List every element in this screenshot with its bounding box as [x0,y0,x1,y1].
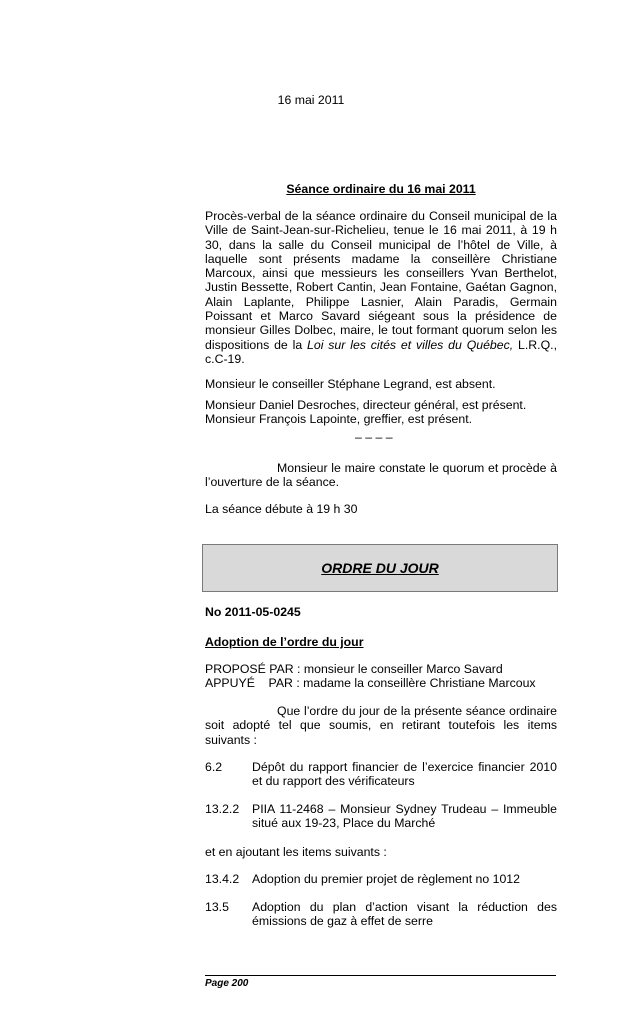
present-note-2: Monsieur François Lapointe, greffier, est présent. [205,412,473,426]
separator-dashes: – – – – [355,430,393,444]
minutes-text-1: Procès-verbal de la séance ordinaire du Conseil municipal de la Ville de Saint-Jean-sur-Richelieu, tenue le 16 mai 2011, à 19 h 30, dans la salle du Conseil municipal de l’hôtel de Ville, à laquelle sont présents madame la conseillère Christiane Marcoux, ainsi que messieurs les conseillers Yvan Berthelot, Justin Bessette, Robert Cantin, Jean Fontaine, Gaétan Gagnon, Alain Laplante, Philippe Lasnier, Alain Paradis, Germain Poissant et Marco Savard siégeant sous la présidence de monsieur Gilles Dolbec, maire, le tout formant quorum selon les dispositions de la [205,209,557,352]
removed-item-text: Dépôt du rapport financier de l’exercice financier 2010 et du rapport des vérificateurs [252,760,557,789]
removed-item-number: 13.2.2 [205,802,240,816]
removed-item-text: PIIA 11-2468 – Monsieur Sydney Trudeau – Immeuble situé aux 19-23, Place du Marché [252,802,557,831]
document-date: 16 mai 2011 [277,93,345,107]
seconded-by: APPUYÉ PAR : madame la conseillère Christiane Marcoux [205,676,536,690]
law-title: Loi sur les cités et villes du Québec, [307,337,514,352]
footer-rule [205,975,556,976]
minutes-paragraph [205,209,557,366]
absent-note: Monsieur le conseiller Stéphane Legrand, est absent. [205,377,496,391]
session-title: Séance ordinaire du 16 mai 2011 [286,182,476,196]
quorum-statement: Monsieur le maire constate le quorum et procède à l’ouverture de la séance. [205,461,557,490]
added-item-number: 13.5 [205,900,229,914]
adding-intro: et en ajoutant les items suivants : [205,845,387,859]
agenda-banner-title: ORDRE DU JOUR [321,560,439,576]
resolution-number: No 2011-05-0245 [205,605,301,619]
session-start: La séance débute à 19 h 30 [205,502,358,516]
removed-item-number: 6.2 [205,760,223,774]
added-item-text: Adoption du plan d’action visant la réduction des émissions de gaz à effet de serre [252,900,557,929]
agenda-banner [202,544,558,592]
proposed-by: PROPOSÉ PAR : monsieur le conseiller Marco Savard [205,662,503,676]
page-number: Page 200 [205,978,249,989]
minutes-text-2: L.R.Q., c.C-19. [205,337,557,366]
present-note-1: Monsieur Daniel Desroches, directeur général, est présent. [205,398,527,412]
added-item-number: 13.4.2 [205,872,240,886]
added-item-text: Adoption du premier projet de règlement no 1012 [252,872,520,886]
resolution-subject: Adoption de l’ordre du jour [205,635,364,649]
resolution-body: Que l’ordre du jour de la présente séance ordinaire soit adopté tel que soumis, en retirant toutefois les items suivants : [205,704,557,747]
